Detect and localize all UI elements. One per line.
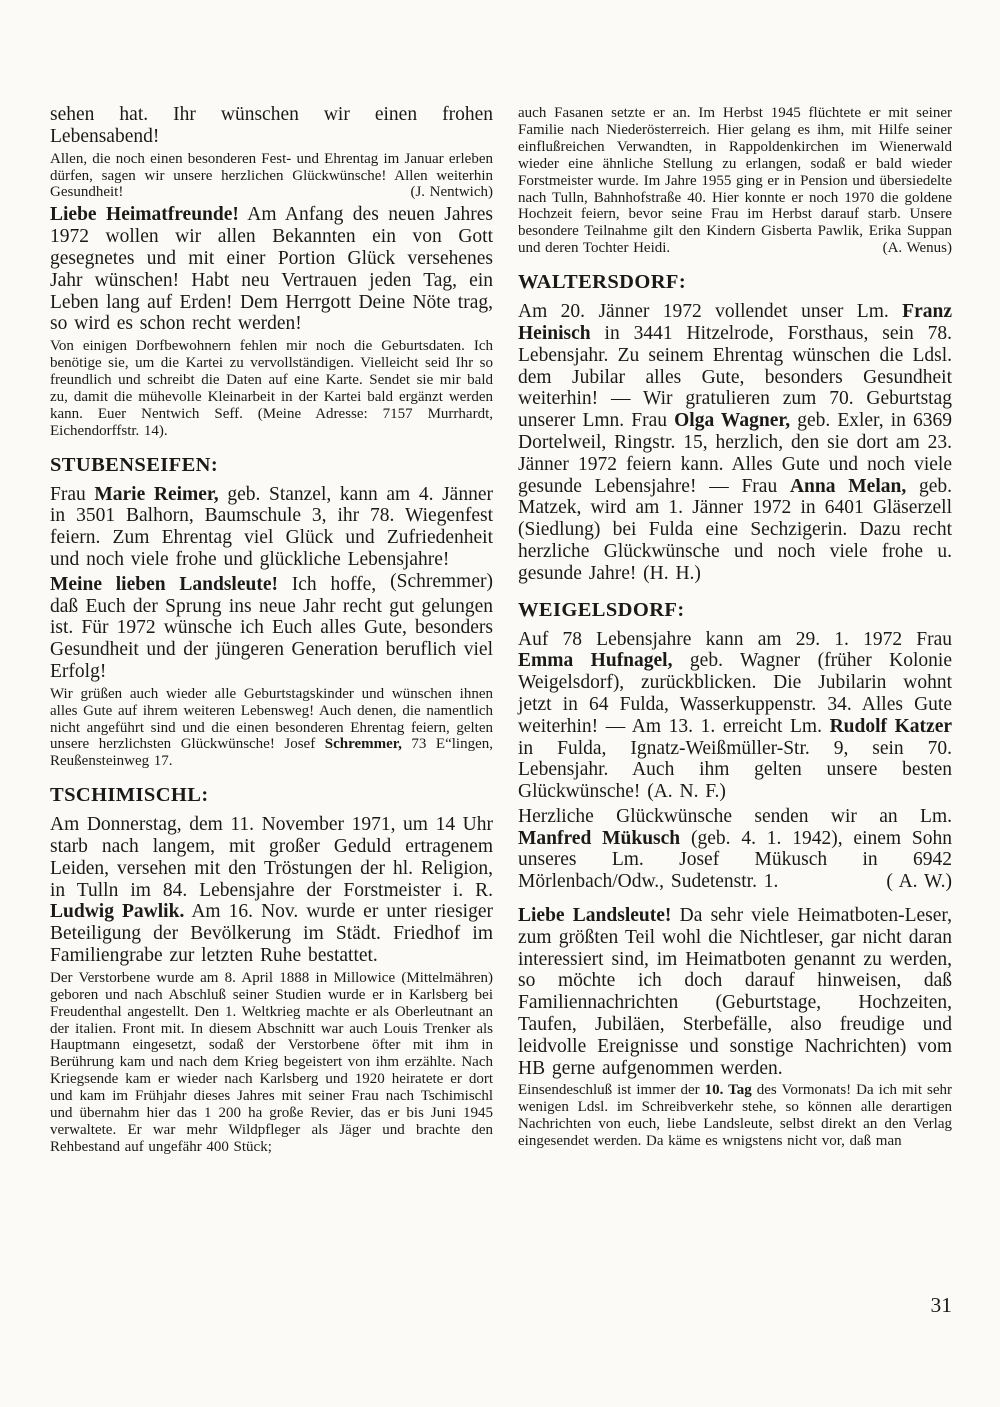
bold-text: Manfred Mükusch (518, 827, 681, 849)
body-text: Am Anfang des neuen Jahres 1972 wollen wir allen Bekannten ein von Gott gesegnetes und mit einer Portion Glück versehenes Jahr wünschen! Habt neu Vertrauen jeden Tag, ein Leben lang auf Erden! Dem Herrgott Deine Nöte trag, so wird es schon recht werden! (50, 204, 493, 335)
body-text: Am 16. Nov. wurde er unter riesiger Beteiligung der Bevölkerung im Städt. Friedhof im Familiengrabe zur letzten Ruhe bestattet. (50, 901, 493, 967)
paragraph (518, 806, 952, 893)
body-text: 73 E“lingen, Reußensteinweg 17. (50, 736, 493, 770)
body-text: geb. Exler, in 6369 Dortelweil, Ringstr. 15, herzlich, den sie dort am 23. Jänner 1972 feiern kann. Alles Gute und noch viele gesunde Lebensjahre! — Frau (518, 410, 952, 497)
body-text: Frau (50, 483, 95, 505)
body-text: Wir grüßen auch wieder alle Geburtstagskinder und wünschen ihnen alles Gute auf ihrem weiteren Lebensweg! Auch denen, die namentlich nicht angeführt sind und die einen besonderen Ehrentag feiern, gelten unsere herzlichsten Glückwünsche! Josef (50, 685, 493, 753)
byline: (Schremmer) (390, 570, 493, 592)
bold-text: Marie Reimer, (94, 483, 219, 505)
paragraph (518, 1082, 952, 1150)
bold-text: Meine lieben Landsleute! (50, 573, 278, 595)
paragraph (50, 151, 493, 202)
left-column (50, 104, 493, 1159)
section-heading: STUBENSEIFEN: (50, 453, 219, 476)
body-text: auch Fasanen setzte er an. Im Herbst 1945 flüchtete er mit seiner Familie nach Niederösterreich. Hier gelang es ihm, mit Hilfe seiner einflußreichen Verwandten, in Rappoldenkirchen im Wienerwald wieder eine ähnliche Stellung zu erlangen, sodaß er bald wieder Forstmeister wurde. Im Jahre 1955 ging er in Pension und übersiedelte nach Tulln, Bahnhofstraße 40. Hier konnte er noch 1970 die goldene Hochzeit feiern, bevor seine Frau im Herbst darauf starb. Unsere besondere Teilnahme gilt den Kindern Gisberta Pawlik, Erika Suppan und deren Tochter Heidi. (518, 105, 952, 257)
bold-text: 10. Tag (704, 1082, 752, 1099)
section-heading: WALTERSDORF: (518, 271, 687, 294)
body-text: in 3441 Hitzelrode, Forsthaus, sein 78. Lebensjahr. Zu seinem Ehrentag wünschen die Ldsl. dem Jubilar alles Gute, besonders Gesundheit weiterhin! — Wir gratulieren zum 70. Geburtstag unserer Lmn. Frau (518, 322, 952, 432)
body-text: Von einigen Dorfbewohnern fehlen mir noch die Geburtsdaten. Ich benötige sie, um die Kartei zu vervollständigen. Vielleicht seid Ihr so freundlich und schreibt die Daten auf eine Karte. Sendet sie mir bald zu, damit die mühevolle Kleinarbeit in der Kartei bald ergänzt werden kann. Euer Nentwich Seff. (Meine Adresse: 7157 Murrhardt, Eichendorffstr. 14). (50, 338, 493, 439)
body-text: Der Verstorbene wurde am 8. April 1888 in Millowice (Mittelmähren) geboren und nach Abschluß seiner Studien wurde er in Karlsberg bei Freudenthal angestellt. Den 1. Weltkrieg machte er als Oberleutnant an der italien. Front mit. In diesem Abschnitt war auch Louis Trenker als Hauptmann eingesetzt, sodaß der Verstorbene öfter mit ihm in Berührung kam und nach dem Krieg begeistert von ihm erzählte. Nach Kriegsende kam er wieder nach Karlsberg und 1920 heiratete er dort und kam im Frühjahr dieses Jahres mit seiner Frau nach Tschimischl und übernahm hier das 1 200 ha große Revier, das er bis Juni 1945 verwaltete. Er war mehr Wildpfleger als Jäger und brachte den Rehbestand auf ungefähr 400 Stück; (50, 969, 493, 1155)
bold-text: Schremmer, (324, 736, 402, 753)
paragraph (518, 629, 952, 803)
paragraph (50, 814, 493, 967)
body-text: Da sehr viele Heimatboten-Leser, zum größten Teil wohl die Nichtleser, gar nicht daran interessiert sind, im Heimatboten genannt zu werden, so möchte ich doch darauf hinweisen, daß Familiennachrichten (Geburtstage, Hochzeiten, Taufen, Jubiläen, Sterbefälle, also freudige und leidvolle Ereignisse und sonstige Nachrichten) vom HB gerne aufgenommen werden. (518, 905, 953, 1079)
body-text: geb. Stanzel, kann am 4. Jänner in 3501 Balhorn, Baumschule 3, ihr 78. Wiegenfest feiern. Zum Ehrentag viel Glück und Zufriedenheit und noch viele frohe und glückliche Lebensjahre! (50, 483, 493, 570)
body-text: geb. Wagner (früher Kolonie Weigelsdorf), zurückblicken. Die Jubilarin wohnt jetzt in 64 Fulda, Wasserkuppenstr. 34. Alles Gute weiterhin! — Am 13. 1. erreicht Lm. (518, 650, 952, 737)
body-text: des Vormonats! Da ich mit sehr wenigen Ldsl. im Schreibverkehr stehe, so können alle derartigen Nachrichten von euch, liebe Landsleute, selbst direkt an den Verlag eingesendet werden. Da käme es wnigstens nicht vor, daß man (518, 1082, 952, 1150)
body-text: Ich hoffe, daß Euch der Sprung ins neue Jahr recht gut gelungen ist. Für 1972 wünsche ich Euch alles Gute, besonders Gesundheit und der jüngeren Generation beruflich viel Erfolg! (50, 573, 493, 682)
body-text: Auf 78 Lebensjahre kann am 29. 1. 1972 Frau (518, 628, 952, 650)
bold-text: Liebe Landsleute! (518, 905, 672, 927)
paragraph (50, 338, 493, 439)
body-text: in Fulda, Ignatz-Weißmüller-Str. 9, sein 70. Lebensjahr. Auch ihm gelten unsere besten Glückwünsche! (A. N. F.) (518, 737, 952, 803)
bold-text: Emma Hufnagel, (518, 650, 673, 672)
page-number: 31 (930, 1293, 952, 1317)
byline: (J. Nentwich) (410, 184, 493, 201)
body-text: Am Donnerstag, dem 11. November 1971, um 14 Uhr starb nach langem, mit großer Geduld ertragenem Leiden, versehen mit den Tröstungen der hl. Religion, in Tulln im 84. Lebensjahre der Forstmeister i. R. (50, 814, 493, 901)
body-text: Einsendeschluß ist immer der (518, 1082, 705, 1099)
bold-text: Ludwig Pawlik. (50, 901, 185, 923)
paragraph (50, 970, 493, 1156)
body-text: sehen hat. Ihr wünschen wir einen frohen Lebensabend! (50, 104, 493, 147)
paragraph (50, 204, 493, 335)
body-text: Am 20. Jänner 1972 vollendet unser Lm. (518, 301, 903, 323)
paragraph (50, 104, 493, 148)
bold-text: Liebe Heimatfreunde! (50, 204, 239, 226)
section-heading: WEIGELSDORF: (518, 598, 685, 621)
paragraph (50, 686, 493, 771)
paragraph (518, 105, 952, 257)
right-column (518, 105, 952, 1153)
paragraph (518, 301, 952, 584)
body-text: Herzliche Glückwünsche senden wir an Lm. (518, 805, 952, 827)
bold-text: Olga Wagner, (674, 410, 791, 432)
bold-text: Franz Heinisch (518, 301, 952, 344)
section-heading: TSCHIMISCHL: (50, 784, 209, 807)
byline: (A. Wenus) (882, 240, 952, 257)
body-text: (geb. 4. 1. 1942), einem Sohn unseres Lm. Josef Mükusch in 6942 Mörlenbach/Odw., Sudetenstr. 1. (518, 827, 952, 893)
body-text: geb. Matzek, wird am 1. Jänner 1972 in 6401 Gläserzell (Siedlung) bei Fulda eine Sechzigerin. Dazu recht herzliche Glückwünsche und noch viele frohe u. gesunde Jahre! (H. H.) (518, 475, 952, 584)
paragraph (518, 905, 952, 1079)
bold-text: Anna Melan, (789, 475, 907, 497)
byline: ( A. W.) (886, 871, 952, 893)
bold-text: Rudolf Katzer (829, 715, 952, 737)
body-text: Allen, die noch einen besonderen Fest- und Ehrentag im Januar erleben dürfen, sagen wir unsere herzlichen Glückwünsche! Allen weiterhin Gesundheit! (50, 150, 493, 201)
